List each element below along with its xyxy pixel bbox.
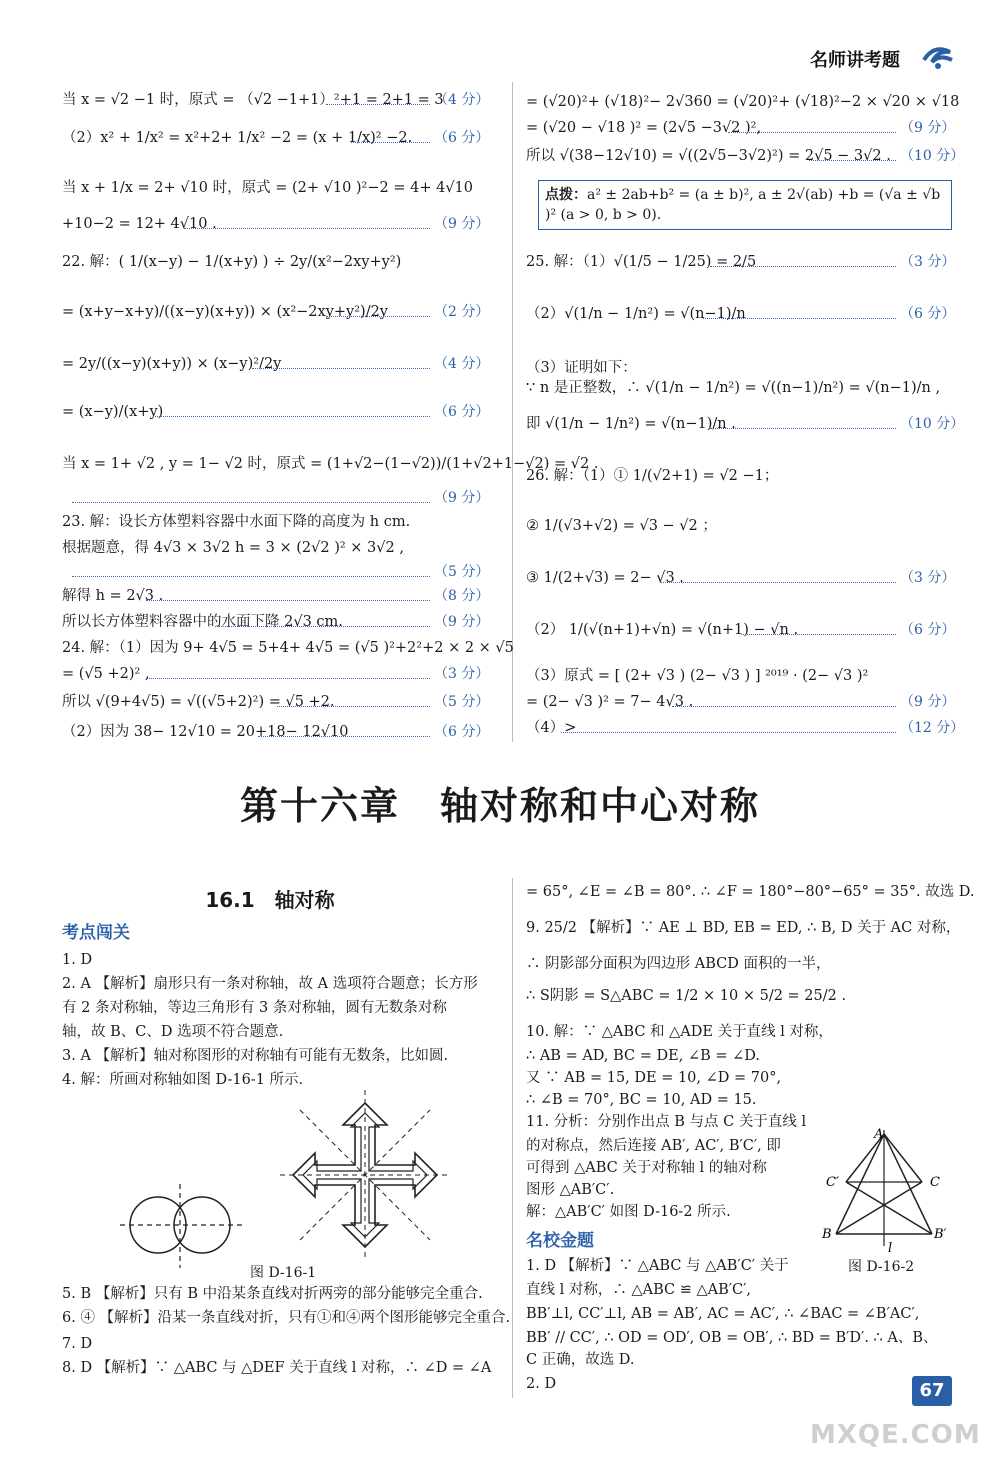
score-points: （9 分） [434, 490, 490, 506]
solution-line: 又 ∵ AB = 15, DE = 10, ∠D = 70°, [526, 1070, 782, 1086]
subheading-mingxiao: 名校金题 [526, 1231, 594, 1251]
dotted-leader [710, 428, 896, 429]
dotted-leader [153, 416, 430, 417]
dotted-leader [703, 318, 896, 319]
dotted-leader [660, 582, 896, 583]
solution-line: 23. 解：设长方体塑料容器中水面下降的高度为 h cm. [62, 514, 411, 530]
solution-line: ∴ AB = AD, BC = DE, ∠B = ∠D. [526, 1048, 760, 1064]
hint-box [538, 180, 952, 230]
solution-line: 图形 △AB′C′. [526, 1182, 615, 1198]
solution-line: ∴ ∠B = 70°, BC = 10, AD = 15. [526, 1092, 757, 1108]
score-points: （2 分） [434, 304, 490, 320]
solution-line: = (√20)²+ (√18)²− 2√360 = (√20)²+ (√18)²−2 × √20 × √18 [526, 94, 960, 110]
solution-line: 即 √(1/n − 1/n²) = √(n−1)/n . [526, 416, 736, 432]
point-label-c-prime: C′ [826, 1175, 839, 1190]
score-points: （4 分） [434, 92, 490, 108]
solution-line: 轴，故 B、C、D 选项不符合题意. [62, 1024, 284, 1040]
solution-line: 1. D 【解析】∵ △ABC 与 △AB′C′ 关于 [526, 1258, 789, 1274]
dotted-leader [277, 706, 430, 707]
solution-line: ② 1/(√3+√2) = √3 − √2 ； [526, 518, 717, 534]
solution-line: 的对称点，然后连接 AB′, AC′, B′C′, 即 [526, 1138, 781, 1154]
figure-d-16-1-caption: 图 D-16-1 [250, 1265, 317, 1281]
score-points: （6 分） [900, 306, 956, 322]
dotted-leader [72, 502, 430, 503]
solution-line: （2）x² + 1/x² = x²+2+ 1/x² −2 = (x + 1/x)² −2. [62, 130, 413, 146]
figure-d-16-2 [818, 1126, 958, 1256]
point-label-b: B [822, 1227, 832, 1242]
solution-line: 3. A 【解析】轴对称图形的对称轴有可能有无数条，比如圆. [62, 1048, 449, 1064]
hint-label: 点拨： [545, 187, 587, 203]
solution-line: 所以 √(9+4√5) = √((√5+2)²) = √5 +2. [62, 694, 335, 710]
header-title: 名师讲考题 [810, 50, 900, 71]
solution-line: ∴ 阴影部分面积为四边形 ABCD 面积的一半， [526, 956, 831, 972]
solution-line: （4）> [526, 720, 577, 736]
figure-d-16-1 [110, 1092, 450, 1282]
score-points: （4 分） [434, 356, 490, 372]
solution-line: ∴ S阴影 = S△ABC = 1/2 × 10 × 5/2 = 25/2 . [526, 988, 847, 1004]
hint-text: a² ± 2ab+b² = (a ± b)², a ± 2√(ab) +b = (√a ± √b )² (a > 0, b > 0). [545, 187, 941, 223]
solution-line: 2. D [526, 1376, 557, 1392]
point-label-a: A [874, 1127, 884, 1142]
solution-line: 24. 解：（1）因为 9+ 4√5 = 5+4+ 4√5 = (√5 )²+2²+2 × 2 × √5 [62, 640, 514, 656]
column-divider-bottom [512, 878, 513, 1398]
solution-line: 25. 解：（1）√(1/5 − 1/25) = 2/5 [526, 254, 757, 270]
solution-line: +10−2 = 12+ 4√10 . [62, 216, 217, 232]
solution-line: 4. 解：所画对称轴如图 D-16-1 所示. [62, 1072, 304, 1088]
score-points: （9 分） [900, 694, 956, 710]
score-points: （8 分） [434, 588, 490, 604]
solution-line: 26. 解：（1）① 1/(√2+1) = √2 −1； [526, 468, 779, 484]
dotted-leader [710, 266, 896, 267]
score-points: （10 分） [900, 416, 965, 432]
score-points: （6 分） [900, 622, 956, 638]
section-title: 16.1 轴对称 [205, 888, 335, 912]
solution-line: 所以长方体塑料容器中的水面下降 2√3 cm. [62, 614, 343, 630]
solution-line: 10. 解：∵ △ABC 和 △ADE 关于直线 l 对称， [526, 1024, 833, 1040]
solution-line: （3）证明如下： [526, 360, 637, 376]
dotted-leader [809, 160, 896, 161]
dotted-leader [258, 736, 430, 737]
dotted-leader [728, 132, 896, 133]
solution-line: = (2− √3 )² = 7− 4√3 . [526, 694, 694, 710]
solution-line: 1. D [62, 952, 93, 968]
score-points: （3 分） [434, 666, 490, 682]
dotted-leader [741, 634, 896, 635]
dotted-leader [72, 576, 430, 577]
score-points: （6 分） [434, 724, 490, 740]
solution-line: = (x−y)/(x+y) [62, 404, 164, 420]
solution-line: 2. A 【解析】扇形只有一条对称轴，故 A 选项符合题意；长方形 [62, 976, 478, 992]
solution-line: 解：△AB′C′ 如图 D-16-2 所示. [526, 1204, 731, 1220]
score-points: （5 分） [434, 694, 490, 710]
score-points: （3 分） [900, 254, 956, 270]
score-points: （3 分） [900, 570, 956, 586]
solution-line: ③ 1/(2+√3) = 2− √3 . [526, 570, 684, 586]
solution-line: = 2y/((x−y)(x+y)) × (x−y)²/2y [62, 356, 282, 372]
solution-line: 解得 h = 2√3 . [62, 588, 164, 604]
point-label-b-prime: B′ [934, 1227, 947, 1242]
solution-line: BB′⊥l, CC′⊥l, AB = AB′, AC = AC′, ∴ ∠BAC = ∠B′AC′, [526, 1306, 920, 1322]
page-number: 67 [912, 1376, 952, 1406]
solution-line: 当 x + 1/x = 2+ √10 时，原式 = (2+ √10 )²−2 = 4+ 4√10 [62, 180, 474, 196]
cross-arrows-figure [280, 1090, 450, 1260]
two-circles-figure [120, 1184, 242, 1268]
dotted-leader [672, 706, 896, 707]
solution-line: 5. B 【解析】只有 B 中沿某条直线对折两旁的部分能够完全重合. [62, 1286, 483, 1302]
solution-line: （3）原式 = [ (2+ √3 ) (2− √3 ) ] ²⁰¹⁹ · (2− √3 )² [526, 668, 869, 684]
score-points: （5 分） [434, 564, 490, 580]
solution-line: 8. D 【解析】∵ △ABC 与 △DEF 关于直线 l 对称，∴ ∠D = ∠A [62, 1360, 492, 1376]
score-points: （9 分） [900, 120, 956, 136]
dotted-leader [184, 228, 430, 229]
score-points: （12 分） [900, 720, 965, 736]
dotted-leader [561, 732, 896, 733]
solution-line: 6. ④ 【解析】沿某一条直线对折，只有①和④两个图形能够完全重合. [62, 1310, 511, 1326]
line-label-l: l [888, 1241, 893, 1256]
solution-line: = (√20 − √18 )² = (2√5 −3√2 )², [526, 120, 762, 136]
dotted-leader [326, 104, 430, 105]
subheading-kaodian: 考点闯关 [62, 923, 130, 943]
chapter-title: 第十六章 轴对称和中心对称 [239, 784, 760, 828]
score-points: （6 分） [434, 130, 490, 146]
score-points: （6 分） [434, 404, 490, 420]
solution-line: C 正确，故选 D. [526, 1352, 635, 1368]
dotted-leader [146, 678, 430, 679]
dotted-leader [326, 316, 430, 317]
solution-line: 根据题意，得 4√3 × 3√2 h = 3 × (2√2 )² × 3√2 , [62, 540, 404, 556]
header-logo-icon [920, 42, 956, 72]
dotted-leader [252, 368, 430, 369]
solution-line: = (√5 +2)² , [62, 666, 150, 682]
solution-line: = 65°, ∠E = ∠B = 80°. ∴ ∠F = 180°−80°−65° = 35°. 故选 D. [526, 884, 975, 900]
solution-line: 7. D [62, 1336, 93, 1352]
point-label-c: C [930, 1175, 940, 1190]
solution-line: 有 2 条对称轴，等边三角形有 3 条对称轴，圆有无数条对称 [62, 1000, 447, 1016]
solution-line: （2） 1/(√(n+1)+√n) = √(n+1) − √n . [526, 622, 799, 638]
score-points: （10 分） [900, 148, 965, 164]
dotted-leader [351, 142, 430, 143]
solution-line: = (x+y−x+y)/((x−y)(x+y)) × (x²−2xy+y²)/2y [62, 304, 388, 320]
solution-line: 所以 √(38−12√10) = √((2√5−3√2)²) = 2√5 − 3√2 . [526, 148, 891, 164]
solution-line: （2）因为 38− 12√10 = 20+18− 12√10 [62, 724, 349, 740]
solution-line: 当 x = √2 −1 时，原式 = （√2 −1+1）²+1 = 2+1 = 3 [62, 92, 444, 108]
dotted-leader [146, 600, 430, 601]
score-points: （9 分） [434, 614, 490, 630]
solution-line: 当 x = 1+ √2 , y = 1− √2 时，原式 = (1+√2−(1−√2))/(1+√2+1−√2) = √2 . [62, 456, 599, 472]
solution-line: （2）√(1/n − 1/n²) = √(n−1)/n [526, 306, 746, 322]
score-points: （9 分） [434, 216, 490, 232]
page-header [800, 40, 970, 74]
solution-line: ∵ n 是正整数，∴ √(1/n − 1/n²) = √((n−1)/n²) = √(n−1)/n , [526, 380, 941, 396]
dotted-leader [215, 626, 430, 627]
solution-line: BB′ // CC′, ∴ OD = OD′, OB = OB′, ∴ BD = B′D′. ∴ A、B、 [526, 1330, 938, 1346]
solution-line: 22. 解：( 1/(x−y) − 1/(x+y) ) ÷ 2y/(x²−2xy+y²) [62, 254, 402, 270]
watermark: MXQE.COM [810, 1420, 981, 1450]
solution-line: 9. 25/2 【解析】∵ AE ⊥ BD, EB = ED, ∴ B, D 关于 AC 对称， [526, 920, 961, 936]
figure-d-16-2-caption: 图 D-16-2 [848, 1259, 915, 1275]
solution-line: 直线 l 对称，∴ △ABC ≌ △AB′C′, [526, 1282, 752, 1298]
solution-line: 11. 分析：分别作出点 B 与点 C 关于直线 l [526, 1114, 807, 1130]
solution-line: 可得到 △ABC 关于对称轴 l 的轴对称 [526, 1160, 767, 1176]
